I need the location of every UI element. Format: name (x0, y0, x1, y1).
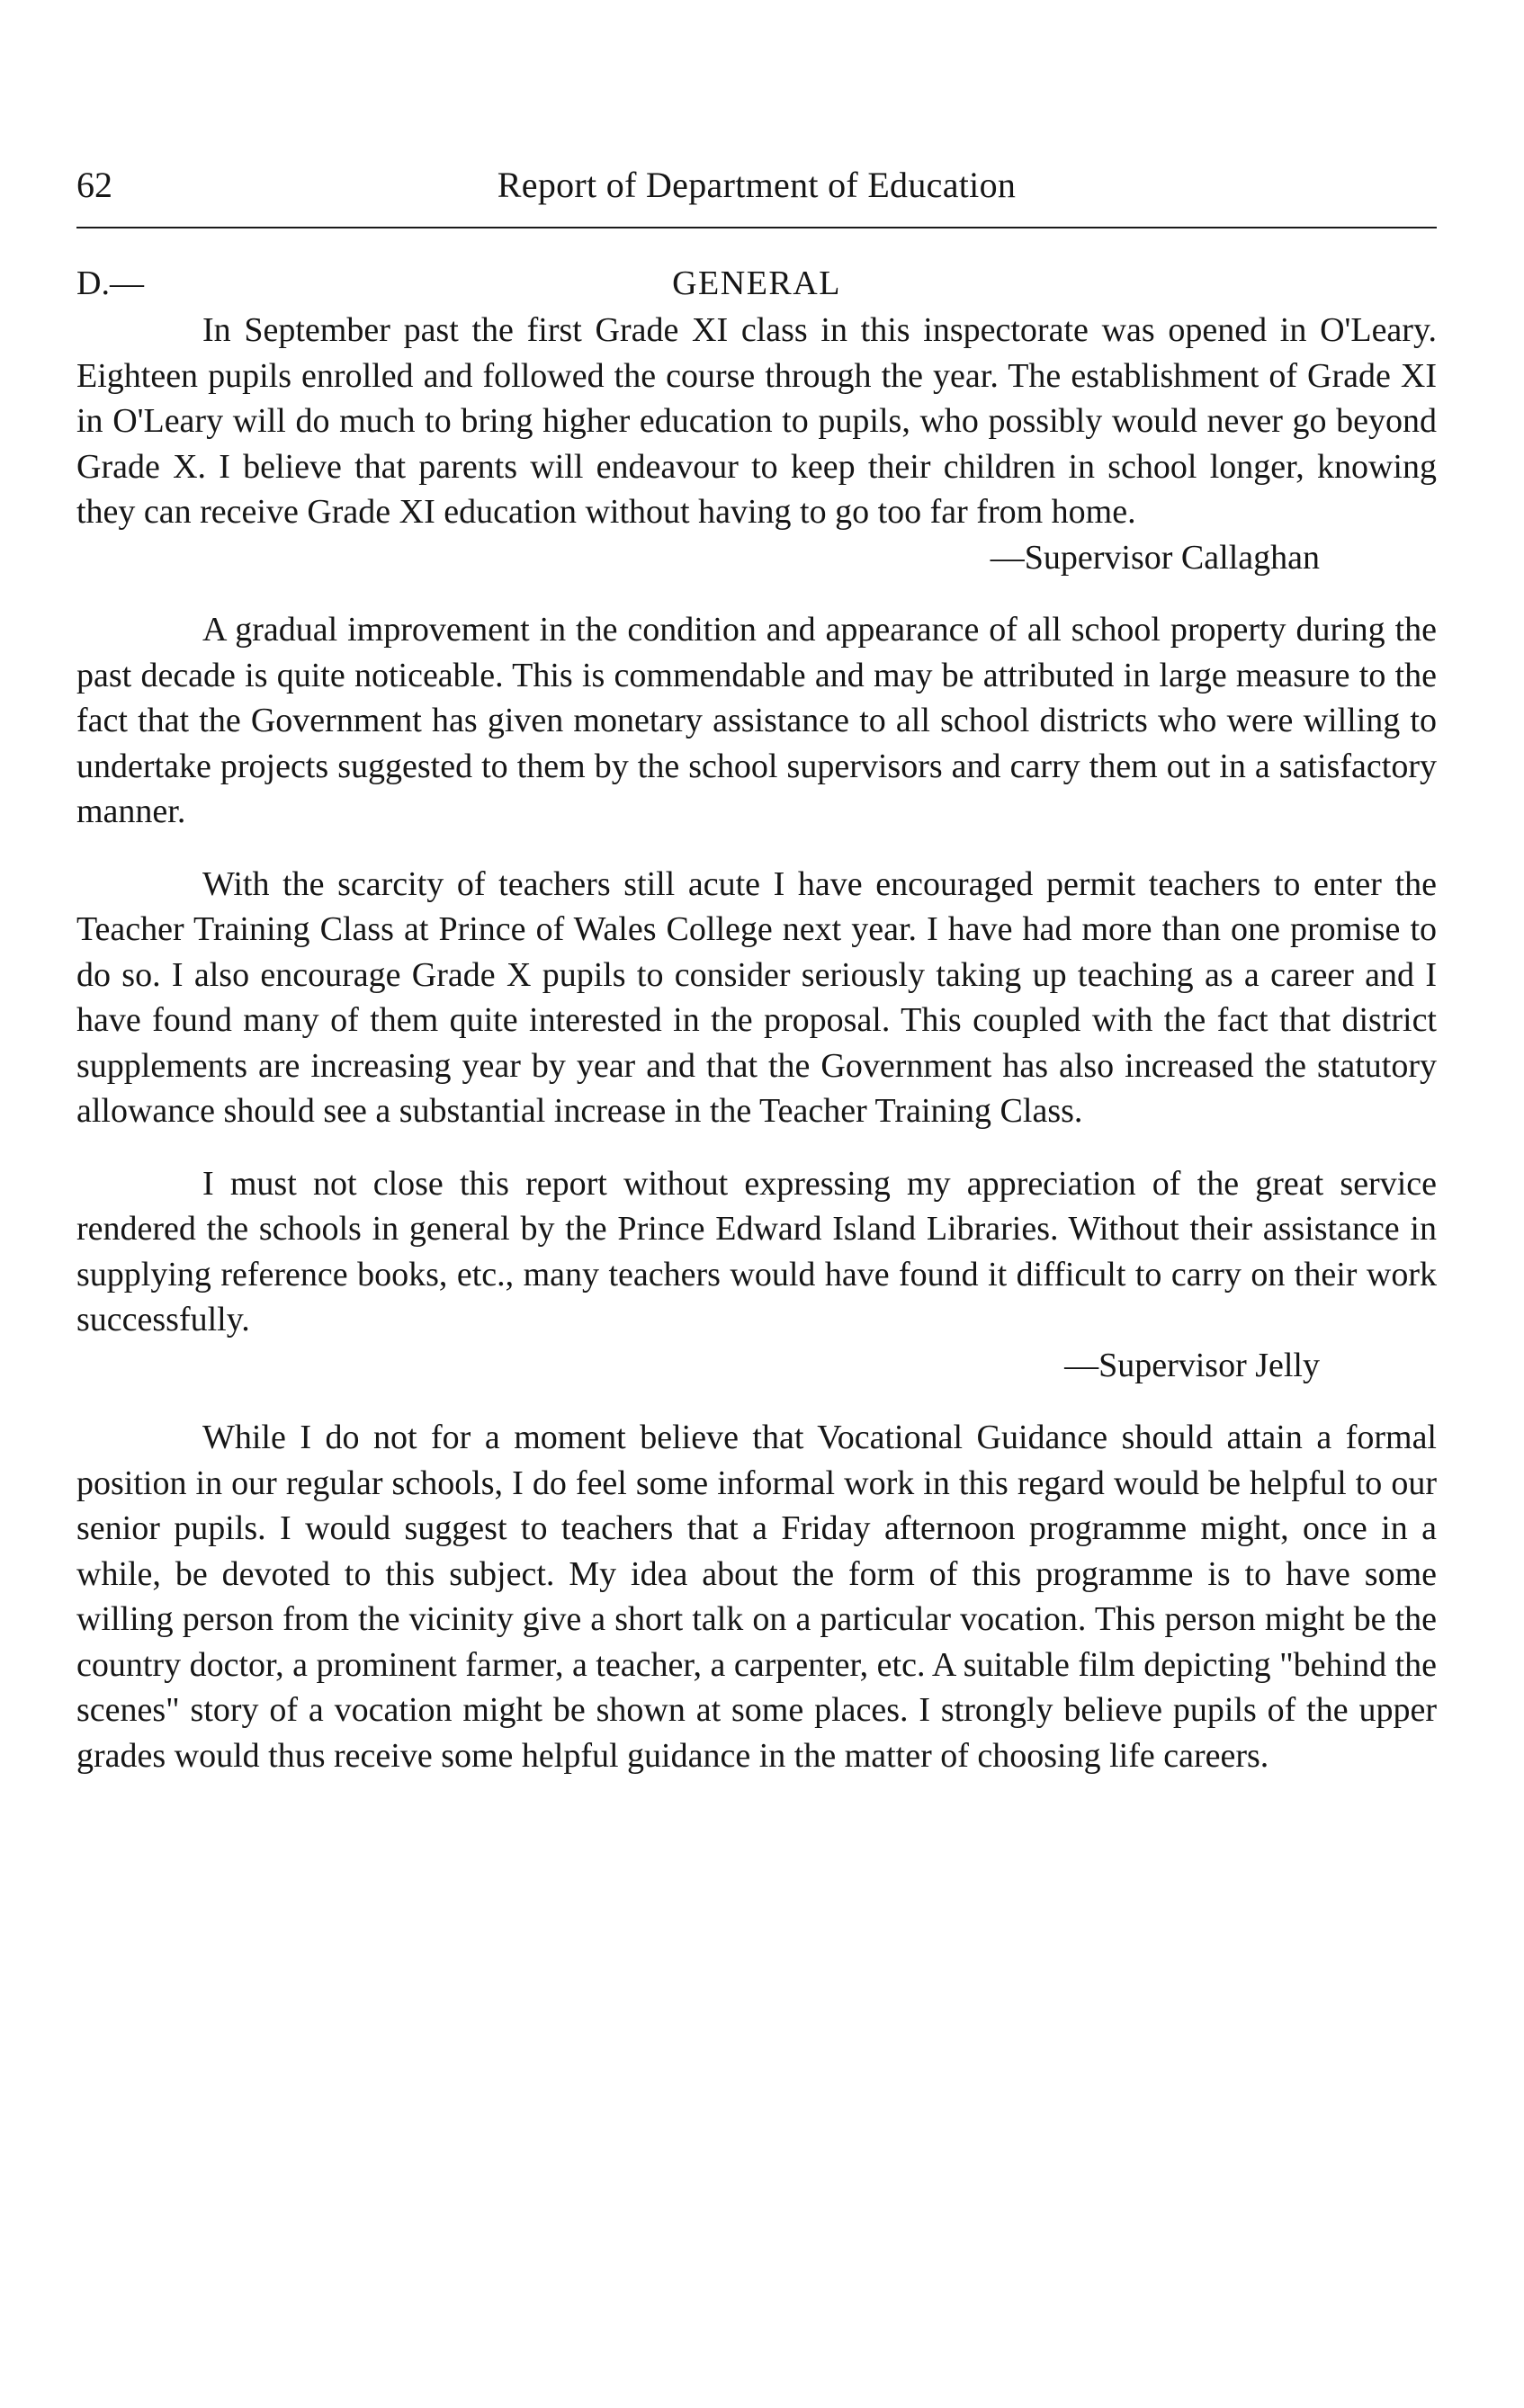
section-letter: D.— (76, 264, 144, 302)
paragraph-school-property: A gradual improvement in the condition and appearance of all school property during the past decade is quite noticeable. This is commendable and may be attributed in large measure to the fact that the Government has given monetary assistance to all school districts who were willing to undertake projects suggested to them by the school supervisors and carry them out in a satisfactory manner. (76, 611, 1437, 830)
paragraph-libraries: I must not close this report without expressing my appreciation of the great service rendered the schools in general by the Prince Edward Island Libraries. Without their assistance in supplying reference books, etc., many teachers would have found it difficult to carry on their work successfully. (76, 1164, 1437, 1338)
paragraph-teacher-scarcity: With the scarcity of teachers still acute I have encouraged permit teachers to enter the Teacher Training Class at Prince of Wales College next year. I have had more than one promise to do so. I also encourage Grade X pupils to consider seriously taking up teaching as a career and I have found many of them quite interested in the proposal. This coupled with the fact that district supplements are increasing year by year and that the Government has also increased the statutory allowance should see a substantial increase in the Teacher Training Class. (76, 864, 1437, 1130)
signature-callaghan: —Supervisor Callaghan (990, 538, 1320, 577)
signature-jelly: —Supervisor Jelly (1064, 1346, 1320, 1384)
paragraph-vocational-guidance: While I do not for a moment believe that Vocational Guidance should attain a formal position in our regular schools, I do feel some informal work in this regard would be helpful to our senior pupils. I would suggest to teachers that a Friday afternoon programme might, once in a while, be devoted to this subject. My idea about the form of this programme is to have some willing person from the vicinity give a short talk on a particular vocation. This person might be the country doctor, a prominent farmer, a teacher, a carpenter, etc. A suitable film depicting "behind the scenes" story of a vocation might be shown at some places. I strongly believe pupils of the upper grades would thus receive some helpful guidance in the matter of choosing life careers. (76, 1419, 1437, 1775)
page-body (76, 261, 1437, 1778)
page-number: 62 (76, 165, 112, 205)
page-header (76, 162, 1437, 216)
section-heading (76, 261, 1437, 308)
section-title: GENERAL (672, 264, 841, 302)
paragraph-grade-xi: In September past the first Grade XI class in this inspectorate was opened in O'Leary. Eighteen pupils enrolled and followed the course through the year. The establishment of Grade XI in O'Leary will do much to bring higher education to pupils, who possibly would never go beyond Grade X. I believe that parents will endeavour to keep their children in school longer, knowing they can receive Grade XI education without having to go too far from home. (76, 311, 1437, 531)
header-rule (76, 227, 1437, 228)
running-title: Report of Department of Education (497, 165, 1017, 205)
